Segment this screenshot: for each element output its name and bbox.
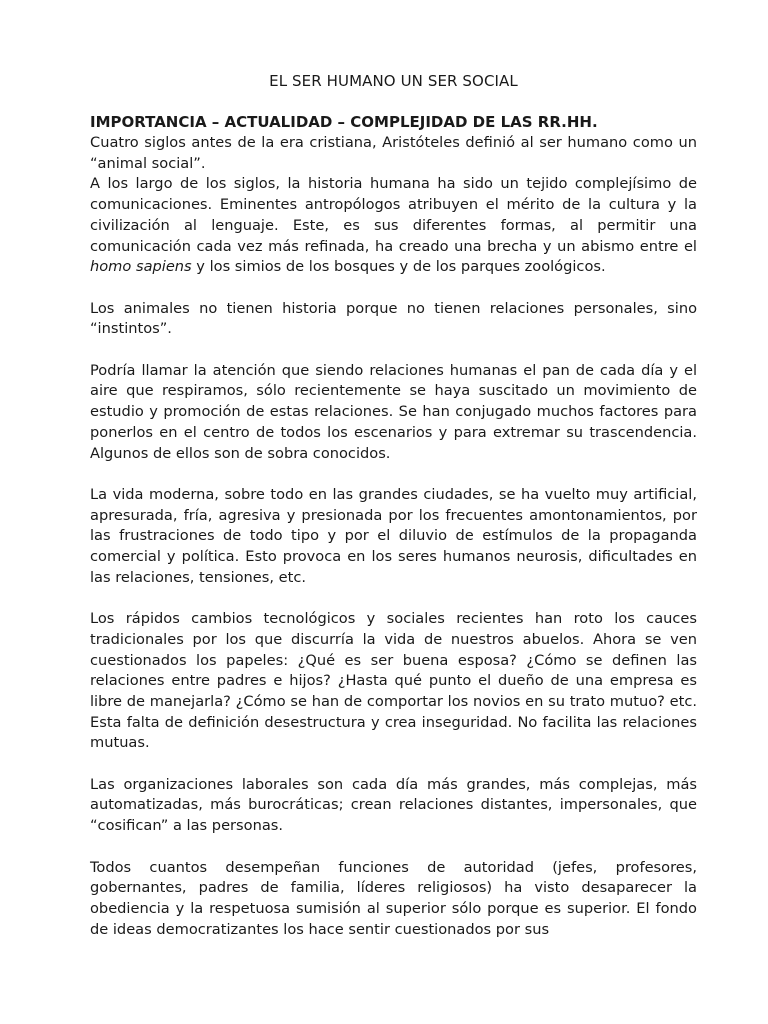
homo-sapiens-italic: homo sapiens xyxy=(90,258,192,276)
paragraph-changes: Los rápidos cambios tecnológicos y sociales recientes han roto los cauces tradicionales por los que discurría la vida de nuestros abuelos. Ahora se ven cuestionados los papeles: ¿Qué es ser buena esposa? ¿Cómo se definen las relaciones entre padres e hijos? ¿Hasta qué punto el dueño de una empresa es libre de manejarla? ¿Cómo se han de comportar los novios en su trato mutuo? etc. Esta falta de definición desestructura y crea inseguridad. No facilita las relaciones mutuas. xyxy=(90,610,697,752)
paragraph-history xyxy=(90,174,697,278)
paragraph-history-text-start: A los largo de los siglos, la historia humana ha sido un tejido complejísimo de comunicaciones. Eminentes antropólogos atribuyen el mérito de la cultura y la civilización al lenguaje. Este, es sus diferentes formas, al permitir una comunicación cada vez más refinada, ha creado una brecha y un abismo entre el xyxy=(90,175,697,255)
paragraph-organizations: Las organizaciones laborales son cada día más grandes, más complejas, más automatizadas, más burocráticas; crean relaciones distantes, impersonales, que “cosifican” a las personas. xyxy=(90,775,697,835)
section-heading: IMPORTANCIA – ACTUALIDAD – COMPLEJIDAD DE LAS RR.HH. xyxy=(90,113,598,131)
document-title: EL SER HUMANO UN SER SOCIAL xyxy=(269,72,518,90)
paragraph-history-text-end: y los simios de los bosques y de los parques zoológicos. xyxy=(191,258,606,276)
paragraph-authority: Todos cuantos desempeñan funciones de autoridad (jefes, profesores, gobernantes, padres de familia, líderes religiosos) ha visto desaparecer la obediencia y la respetuosa sumisión al superior sólo porque es superior. El fondo de ideas democratizantes los hace sentir cuestionados por sus xyxy=(90,858,697,938)
paragraph-modern-life: La vida moderna, sobre todo en las grandes ciudades, se ha vuelto muy artificial, apresurada, fría, agresiva y presionada por los frecuentes amontonamientos, por las frustraciones de todo tipo y por el diluvio de estímulos de la propaganda comercial y política. Esto provoca en los seres humanos neurosis, dificultades en las relaciones, tensiones, etc. xyxy=(90,485,697,586)
paragraph-aristoteles: Cuatro siglos antes de la era cristiana, Aristóteles definió al ser humano como un “animal social”. xyxy=(90,134,697,172)
document-page xyxy=(90,0,697,940)
paragraph-animals: Los animales no tienen historia porque no tienen relaciones personales, sino “instintos”. xyxy=(90,299,697,338)
paragraph-attention: Podría llamar la atención que siendo relaciones humanas el pan de cada día y el aire que respiramos, sólo recientemente se haya suscitado un movimiento de estudio y promoción de estas relaciones. Se han conjugado muchos factores para ponerlos en el centro de todos los escenarios y para extremar su trascendencia. Algunos de ellos son de sobra conocidos. xyxy=(90,361,697,462)
